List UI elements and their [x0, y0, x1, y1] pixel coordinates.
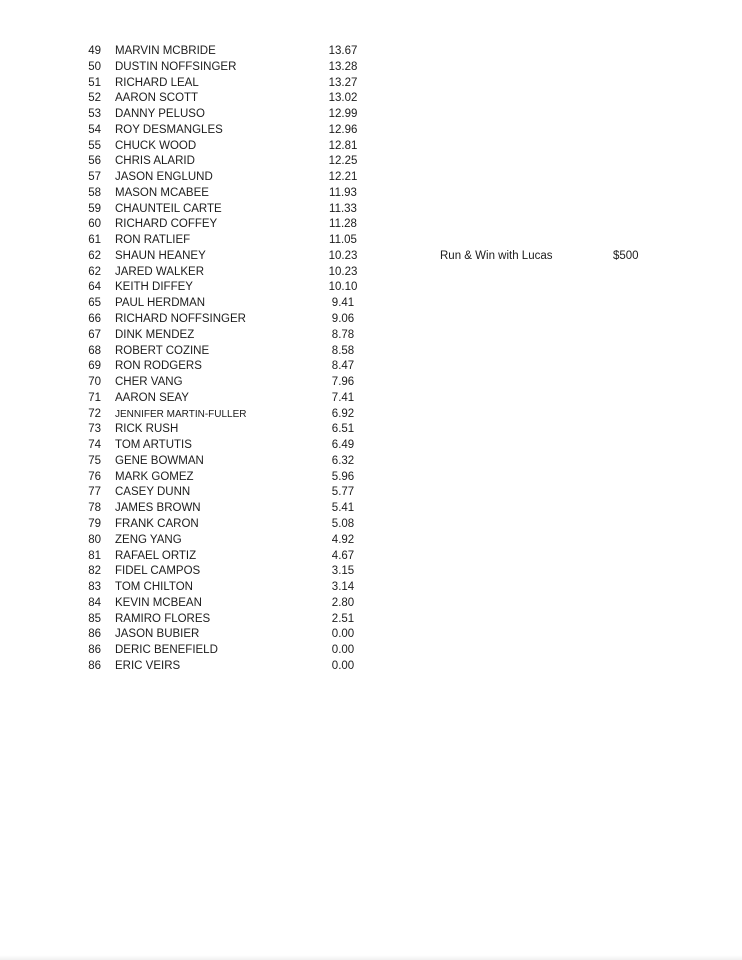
value-cell: 0.00 — [331, 644, 355, 657]
value-cell: 13.02 — [328, 92, 358, 105]
value-cell: 10.10 — [328, 281, 358, 294]
rank-cell: 85 — [88, 612, 101, 625]
value-cell: 5.77 — [331, 486, 355, 499]
rank-cell: 60 — [88, 218, 101, 231]
value-cell: 6.51 — [331, 423, 355, 436]
rank-cell: 65 — [88, 297, 101, 310]
value-cell: 8.78 — [331, 328, 355, 341]
table-row — [85, 627, 374, 643]
value-cell: 12.99 — [328, 108, 358, 121]
table-row — [85, 596, 374, 612]
name-cell: DERIC BENEFIELD — [115, 644, 218, 657]
value-cell: 13.28 — [328, 60, 358, 73]
rank-cell: 79 — [88, 517, 101, 530]
rank-cell: 75 — [88, 454, 101, 467]
name-cell: RAMIRO FLORES — [115, 612, 211, 625]
name-cell: DANNY PELUSO — [115, 108, 205, 121]
name-cell: RAFAEL ORTIZ — [115, 549, 197, 562]
table-row — [85, 60, 374, 76]
name-cell: RICHARD NOFFSINGER — [115, 313, 246, 326]
value-cell: 3.15 — [331, 565, 355, 578]
name-cell: GENE BOWMAN — [115, 454, 204, 467]
name-cell: TOM CHILTON — [115, 581, 193, 594]
value-cell: 3.14 — [331, 581, 355, 594]
name-cell: RICK RUSH — [115, 423, 179, 436]
name-cell: DUSTIN NOFFSINGER — [115, 60, 237, 73]
rank-cell: 59 — [88, 202, 101, 215]
value-cell: 7.96 — [331, 376, 355, 389]
promo-note-amount: $500 — [613, 250, 639, 262]
rank-cell: 80 — [88, 533, 101, 546]
name-cell: CHRIS ALARID — [115, 155, 195, 168]
rank-cell: 86 — [88, 644, 101, 657]
table-row — [85, 139, 374, 155]
value-cell: 4.92 — [331, 533, 355, 546]
value-cell: 6.32 — [331, 454, 355, 467]
table-row — [85, 517, 374, 533]
name-cell: CHAUNTEIL CARTE — [115, 202, 222, 215]
name-cell: SHAUN HEANEY — [115, 249, 206, 262]
table-row — [85, 533, 374, 549]
value-cell: 13.27 — [328, 76, 358, 89]
value-cell: 11.05 — [329, 234, 357, 247]
rank-cell: 50 — [88, 60, 101, 73]
table-row — [85, 91, 374, 107]
value-cell: 5.41 — [331, 502, 355, 515]
name-cell: PAUL HERDMAN — [115, 297, 206, 310]
value-cell: 9.41 — [331, 297, 355, 310]
table-row — [85, 359, 374, 375]
name-cell: ROY DESMANGLES — [115, 123, 223, 136]
table-row — [85, 643, 374, 659]
value-cell: 11.33 — [329, 202, 357, 215]
table-row — [85, 549, 374, 565]
table-row — [85, 170, 374, 186]
table-row — [85, 123, 374, 139]
rank-cell: 86 — [88, 628, 101, 641]
table-row — [85, 407, 374, 423]
table-row — [85, 422, 374, 438]
rank-cell: 51 — [88, 76, 101, 89]
name-cell: ERIC VEIRS — [115, 659, 181, 672]
rank-cell: 64 — [88, 281, 101, 294]
rank-cell: 83 — [88, 581, 101, 594]
value-cell: 12.25 — [328, 155, 358, 168]
table-row — [85, 391, 374, 407]
rank-cell: 54 — [88, 123, 101, 136]
value-cell: 12.21 — [328, 171, 358, 184]
rank-cell: 62 — [88, 265, 101, 278]
name-cell: AARON SEAY — [115, 391, 189, 404]
rank-cell: 84 — [88, 596, 101, 609]
name-cell: MARK GOMEZ — [115, 470, 194, 483]
value-cell: 12.81 — [328, 139, 358, 152]
rank-cell: 53 — [88, 108, 101, 121]
value-cell: 8.58 — [331, 344, 355, 357]
table-row — [85, 659, 374, 675]
table-row — [85, 265, 374, 281]
name-cell: MASON MCABEE — [115, 186, 209, 199]
value-cell: 10.23 — [328, 265, 358, 278]
name-cell: RICHARD COFFEY — [115, 218, 218, 231]
table-row — [85, 612, 374, 628]
value-cell: 8.47 — [331, 360, 355, 373]
rank-cell: 56 — [88, 155, 101, 168]
name-cell: ZENG YANG — [115, 533, 182, 546]
rank-cell: 66 — [88, 313, 101, 326]
rank-cell: 52 — [88, 92, 101, 105]
promo-note-label: Run & Win with Lucas — [440, 250, 553, 262]
value-cell: 2.80 — [331, 596, 355, 609]
table-row — [85, 107, 374, 123]
rank-cell: 61 — [88, 234, 101, 247]
rank-cell: 67 — [88, 328, 101, 341]
rank-cell: 70 — [88, 376, 101, 389]
table-row — [85, 233, 374, 249]
rank-cell: 76 — [88, 470, 101, 483]
table-row — [85, 217, 374, 233]
table-row — [85, 328, 374, 344]
name-cell: MARVIN MCBRIDE — [115, 45, 216, 57]
name-cell: CASEY DUNN — [115, 486, 191, 499]
value-cell: 4.67 — [331, 549, 355, 562]
table-row — [85, 580, 374, 596]
value-cell: 2.51 — [331, 612, 355, 625]
rank-cell: 78 — [88, 502, 101, 515]
table-row — [85, 280, 374, 296]
table-row — [85, 438, 374, 454]
standings-table — [85, 44, 374, 675]
rank-cell: 74 — [88, 439, 101, 452]
name-cell: KEVIN MCBEAN — [115, 596, 202, 609]
name-cell: ROBERT COZINE — [115, 344, 210, 357]
rank-cell: 77 — [88, 486, 101, 499]
rank-cell: 73 — [88, 423, 101, 436]
value-cell: 0.00 — [331, 659, 355, 672]
name-cell: JASON BUBIER — [115, 628, 200, 641]
rank-cell: 71 — [88, 391, 101, 404]
value-cell: 11.93 — [329, 186, 357, 199]
table-row — [85, 154, 374, 170]
name-cell: RON RODGERS — [115, 360, 202, 373]
name-cell: JAMES BROWN — [115, 502, 201, 515]
table-row — [85, 485, 374, 501]
rank-cell: 82 — [88, 565, 101, 578]
rank-cell: 86 — [88, 659, 101, 672]
value-cell: 5.96 — [331, 470, 355, 483]
value-cell: 5.08 — [331, 517, 355, 530]
table-row — [85, 501, 374, 517]
value-cell: 13.67 — [328, 45, 358, 57]
rank-cell: 55 — [88, 139, 101, 152]
value-cell: 6.92 — [331, 407, 355, 420]
table-row — [85, 296, 374, 312]
table-row — [85, 344, 374, 360]
name-cell: RICHARD LEAL — [115, 76, 199, 89]
rank-cell: 68 — [88, 344, 101, 357]
name-cell: JASON ENGLUND — [115, 171, 213, 184]
name-cell: JENNIFER MARTIN-FULLER — [115, 408, 247, 420]
value-cell: 11.28 — [329, 218, 357, 231]
table-row — [85, 375, 374, 391]
value-cell: 7.41 — [331, 391, 355, 404]
name-cell: TOM ARTUTIS — [115, 439, 192, 452]
page-bottom-edge — [0, 955, 742, 960]
table-row — [85, 454, 374, 470]
name-cell: DINK MENDEZ — [115, 328, 195, 341]
value-cell: 9.06 — [331, 313, 355, 326]
table-row — [85, 186, 374, 202]
table-row — [85, 44, 374, 60]
name-cell: AARON SCOTT — [115, 92, 199, 105]
rank-cell: 62 — [88, 249, 101, 262]
table-row — [85, 202, 374, 218]
name-cell: CHUCK WOOD — [115, 139, 197, 152]
name-cell: FRANK CARON — [115, 517, 199, 530]
name-cell: FIDEL CAMPOS — [115, 565, 201, 578]
rank-cell: 49 — [88, 45, 101, 57]
rank-cell: 58 — [88, 186, 101, 199]
table-row — [85, 249, 374, 265]
table-row — [85, 564, 374, 580]
value-cell: 10.23 — [328, 249, 358, 262]
name-cell: KEITH DIFFEY — [115, 281, 193, 294]
name-cell: JARED WALKER — [115, 265, 205, 278]
value-cell: 6.49 — [331, 439, 355, 452]
name-cell: CHER VANG — [115, 376, 183, 389]
name-cell: RON RATLIEF — [115, 234, 191, 247]
table-row — [85, 470, 374, 486]
rank-cell: 81 — [88, 549, 101, 562]
value-cell: 0.00 — [331, 628, 355, 641]
rank-cell: 57 — [88, 171, 101, 184]
table-row — [85, 76, 374, 92]
rank-cell: 69 — [88, 360, 101, 373]
value-cell: 12.96 — [328, 123, 358, 136]
table-row — [85, 312, 374, 328]
rank-cell: 72 — [88, 407, 101, 420]
